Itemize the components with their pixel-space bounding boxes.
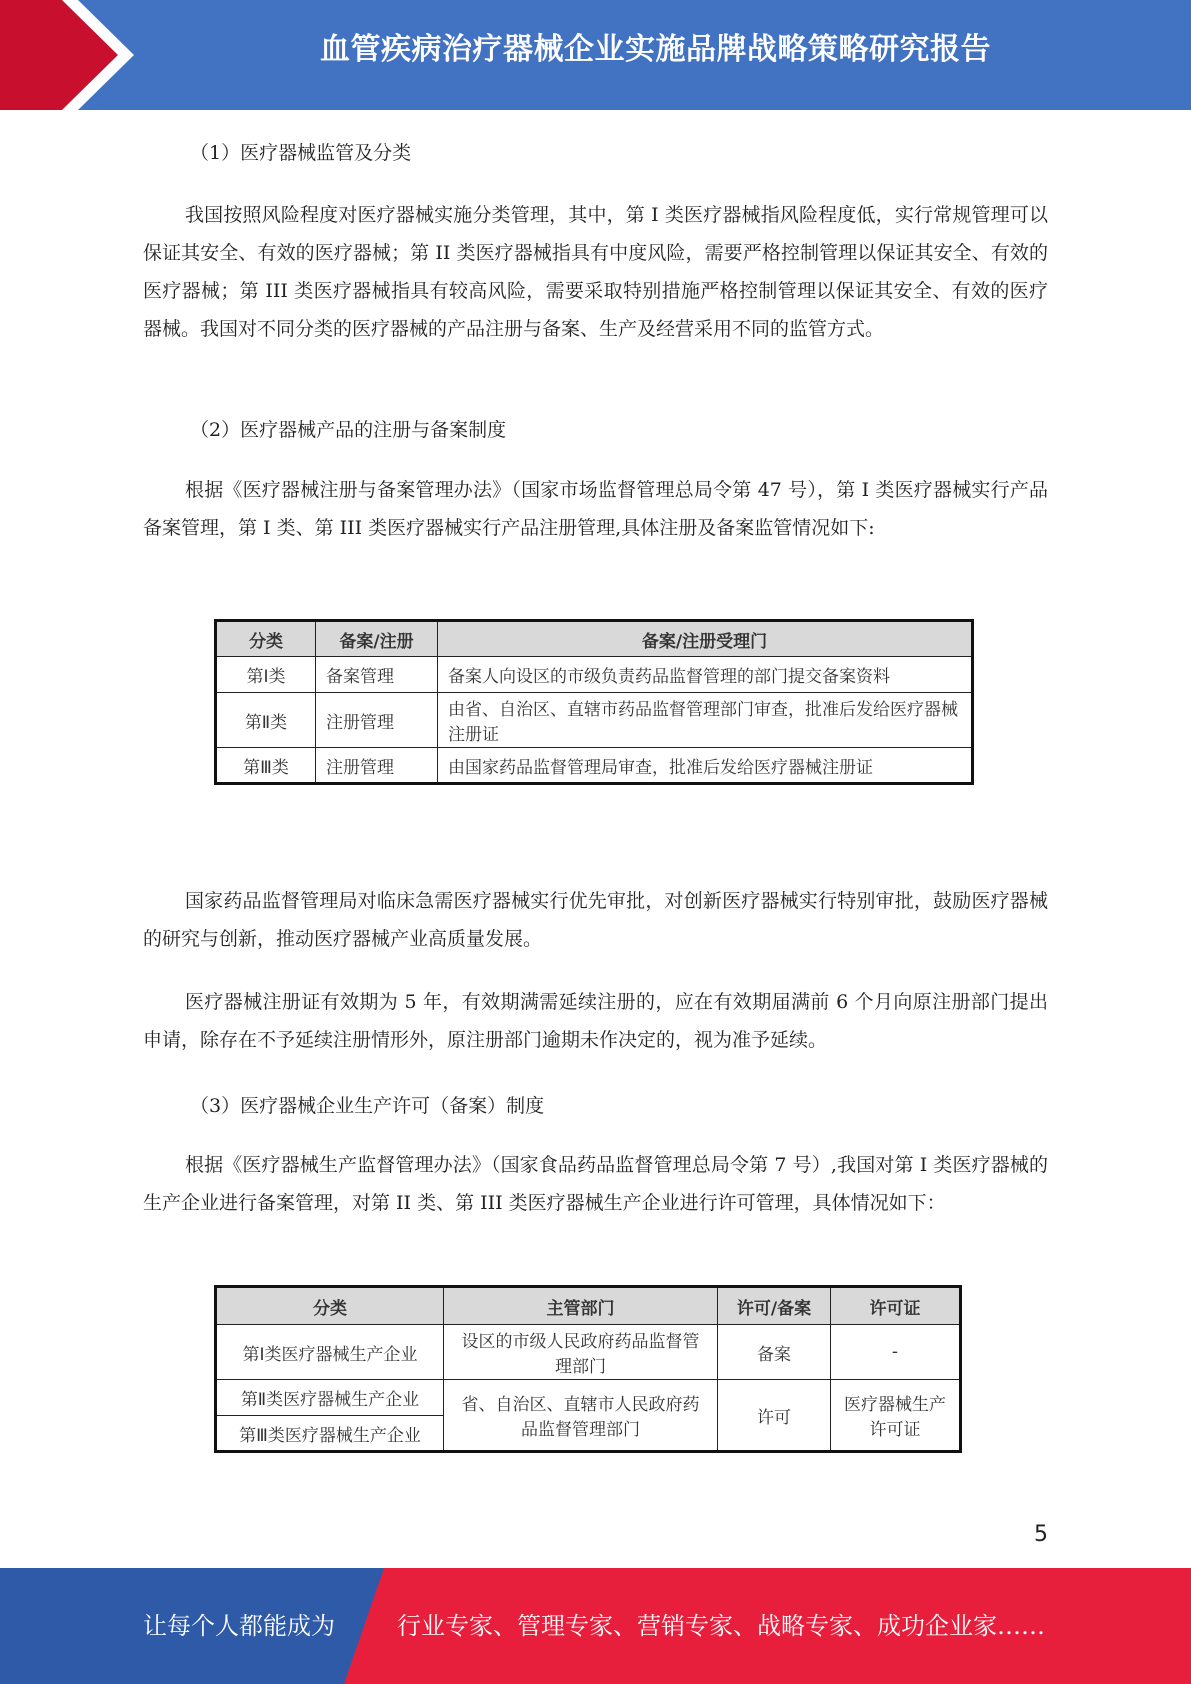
section-heading-1: （1）医疗器械监管及分类 (190, 142, 412, 164)
table-cell: 由省、自治区、直辖市药品监督管理部门审查，批准后发给医疗器械注册证 (438, 693, 973, 748)
footer-slogan-left: 让每个人都能成为 (143, 1612, 335, 1640)
table-cell: 第Ⅰ类 (216, 657, 316, 693)
table-cell: 省、自治区、直辖市人民政府药品监督管理部门 (444, 1380, 718, 1452)
footer-slogan-right: 行业专家、管理专家、营销专家、战略专家、成功企业家…… (397, 1612, 1045, 1640)
table-header: 分类 (216, 1287, 444, 1325)
paragraph-4: 医疗器械注册证有效期为 5 年，有效期满需延续注册的，应在有效期届满前 6 个月向原注册部门提出申请，除存在不予延续注册情形外，原注册部门逾期未作决定的，视为准予延续。 (143, 991, 1048, 1051)
paragraph-5: 根据《医疗器械生产监督管理办法》（国家食品药品监督管理总局令第 7 号）,我国对第 I 类医疗器械的生产企业进行备案管理，对第 II 类、第 III 类医疗器械生产企业进行许可管理，具体情况如下： (143, 1154, 1048, 1214)
table-row (216, 1325, 961, 1380)
section-heading-2: （2）医疗器械产品的注册与备案制度 (190, 419, 507, 441)
table-row (216, 748, 973, 784)
page-footer (0, 1568, 1191, 1684)
chevron-decoration-icon (0, 0, 150, 110)
paragraph-2: 根据《医疗器械注册与备案管理办法》（国家市场监督管理总局令第 47 号），第 I 类医疗器械实行产品备案管理，第 I 类、第 III 类医疗器械实行产品注册管理,具体注册及备案监管情况如下: (143, 479, 1048, 539)
table-row (216, 657, 973, 693)
table-cell: 第Ⅱ类医疗器械生产企业 (216, 1380, 444, 1416)
table-cell: 许可 (718, 1380, 831, 1452)
table-cell: 备案人向设区的市级负责药品监督管理的部门提交备案资料 (438, 657, 973, 693)
table-cell: 设区的市级人民政府药品监督管理部门 (444, 1325, 718, 1380)
table-cell: 注册管理 (316, 693, 438, 748)
section-heading-3: （3）医疗器械企业生产许可（备案）制度 (190, 1095, 545, 1117)
production-license-table (214, 1285, 962, 1453)
table-cell: - (831, 1325, 961, 1380)
table-cell: 注册管理 (316, 748, 438, 784)
registration-table (214, 619, 974, 785)
paragraph-1: 我国按照风险程度对医疗器械实施分类管理，其中，第 I 类医疗器械指风险程度低，实行常规管理可以保证其安全、有效的医疗器械；第 II 类医疗器械指具有中度风险，需要严格控制管理以保证其安全、有效的医疗器械；第 III 类医疗器械指具有较高风险，需要采取特别措施严格控制管理以保证其安全、有效的医疗器械。我国对不同分类的医疗器械的产品注册与备案、生产及经营采用不同的监管方式。 (143, 204, 1048, 340)
table-header: 许可/备案 (718, 1287, 831, 1325)
page-number: 5 (1034, 1522, 1048, 1547)
table-cell: 由国家药品监督管理局审查，批准后发给医疗器械注册证 (438, 748, 973, 784)
table-header: 分类 (216, 621, 316, 657)
table-cell: 备案 (718, 1325, 831, 1380)
table-cell: 第Ⅲ类 (216, 748, 316, 784)
report-title: 血管疾病治疗器械企业实施品牌战略策略研究报告 (320, 32, 991, 67)
page-header (0, 0, 1191, 110)
table-header: 主管部门 (444, 1287, 718, 1325)
table-cell: 第Ⅲ类医疗器械生产企业 (216, 1416, 444, 1452)
table-cell: 备案管理 (316, 657, 438, 693)
table-row (216, 693, 973, 748)
table-cell: 第Ⅱ类 (216, 693, 316, 748)
table-cell: 第Ⅰ类医疗器械生产企业 (216, 1325, 444, 1380)
table-cell: 医疗器械生产许可证 (831, 1380, 961, 1452)
table-header: 许可证 (831, 1287, 961, 1325)
paragraph-3: 国家药品监督管理局对临床急需医疗器械实行优先审批，对创新医疗器械实行特别审批，鼓励医疗器械的研究与创新，推动医疗器械产业高质量发展。 (143, 890, 1048, 950)
table-header: 备案/注册 (316, 621, 438, 657)
table-row (216, 1380, 961, 1416)
table-header: 备案/注册受理门 (438, 621, 973, 657)
